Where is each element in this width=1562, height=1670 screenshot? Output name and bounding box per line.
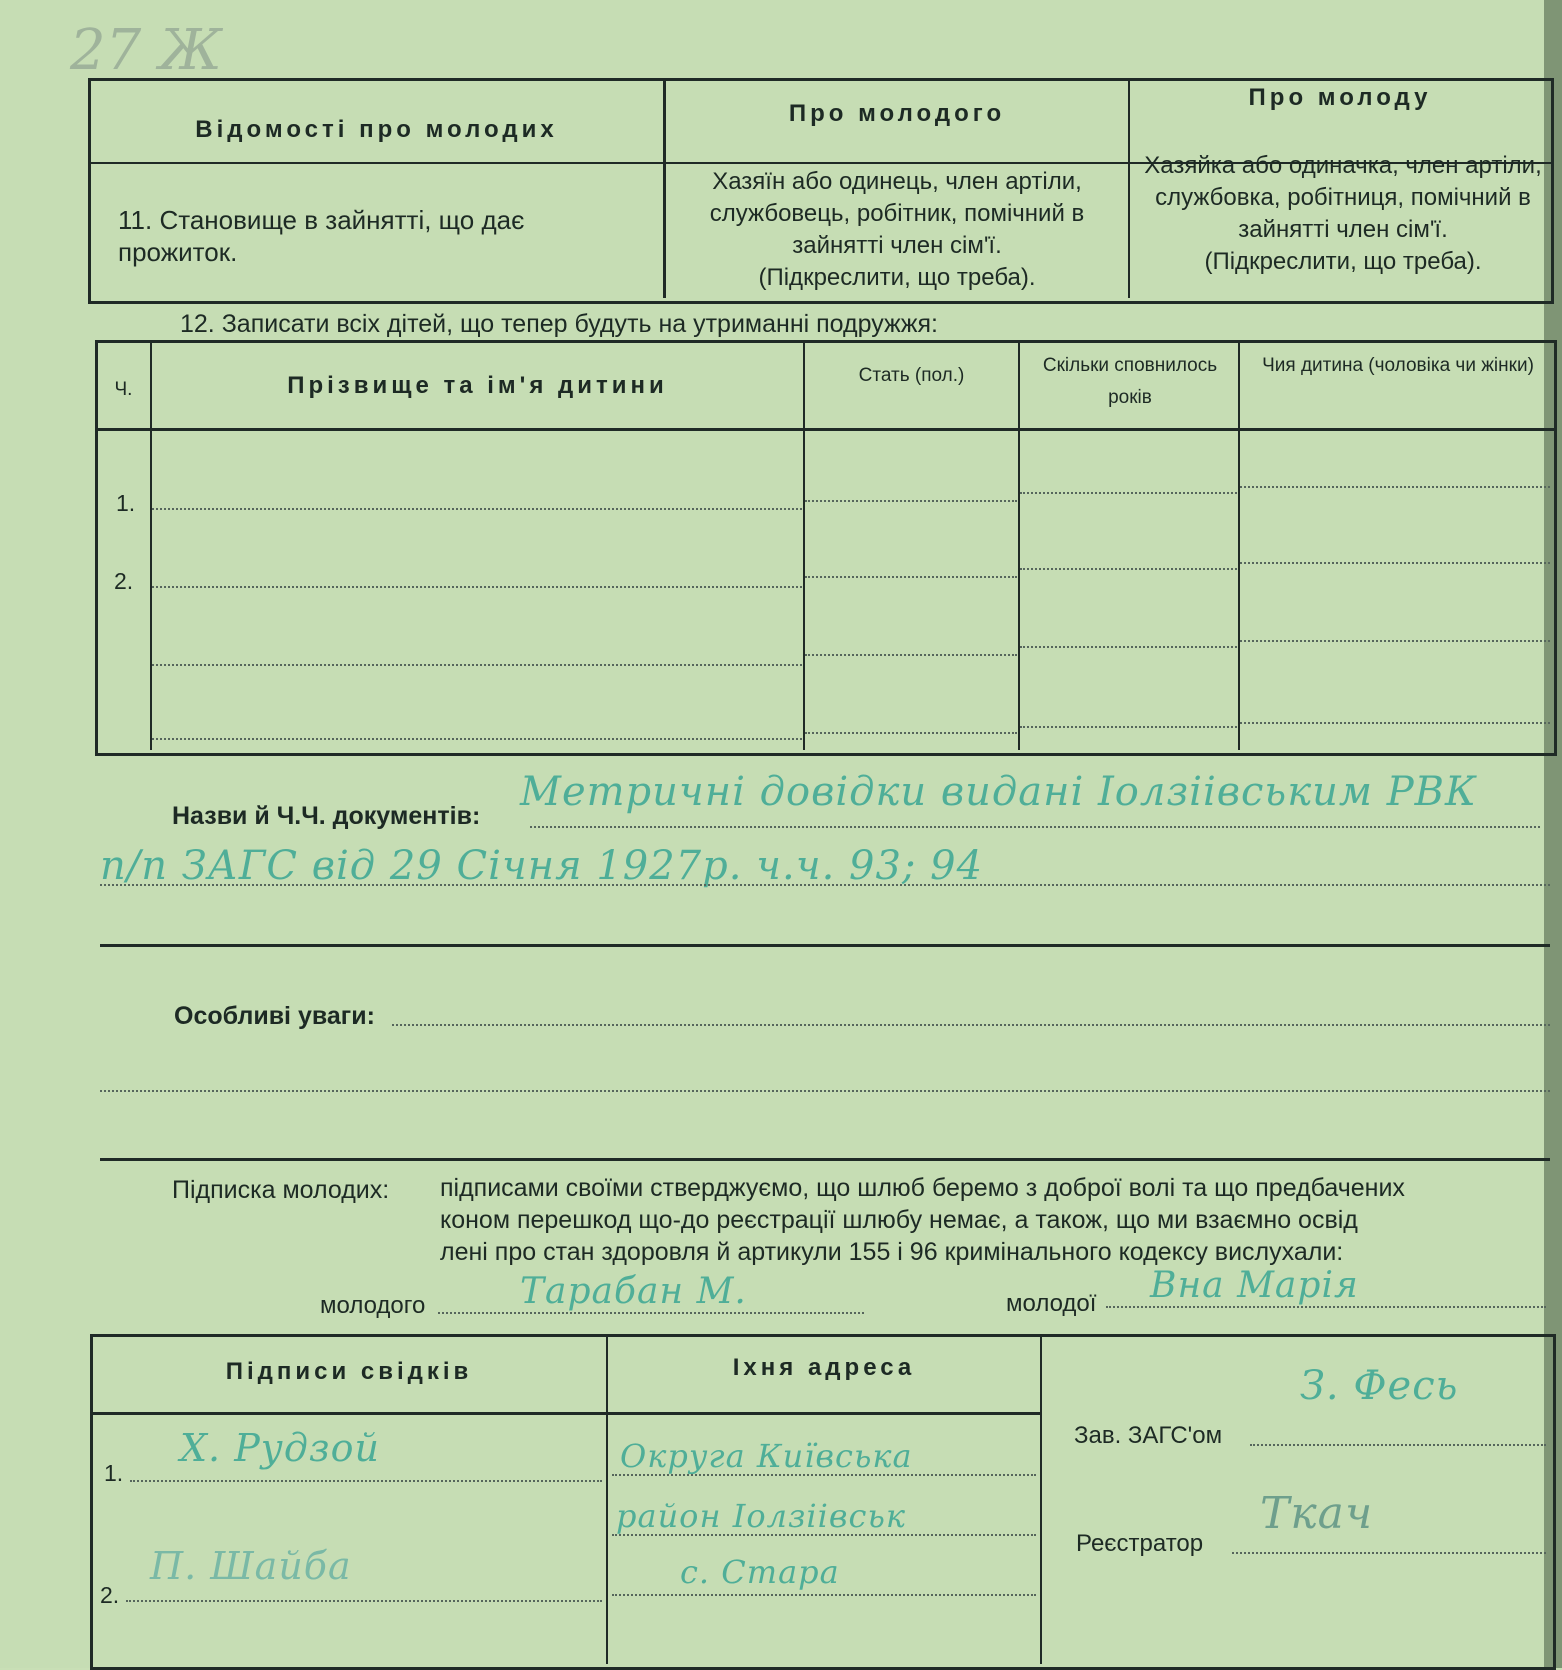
documents-handwriting-2: п/п ЗАГС від 29 Січня 1927р. ч.ч. 93; 94 <box>100 843 984 889</box>
child-line <box>1240 486 1550 488</box>
witness-address-1: Округа Київська <box>620 1437 913 1475</box>
row11-label <box>118 204 638 268</box>
witness-1-number: 1. <box>104 1460 124 1486</box>
documents-line <box>530 826 1540 828</box>
child-row-2-number: 2. <box>114 568 134 594</box>
child-line <box>152 738 802 740</box>
child-line <box>1240 640 1550 642</box>
groom-options: Хазяїн або одинець, член артіли, службовець, робітник, помічний в зайнятті член сім'ї. <box>709 168 1085 259</box>
address-line <box>612 1594 1036 1596</box>
child-line <box>805 500 1017 502</box>
witness-2-signature: П. Шайба <box>150 1544 352 1588</box>
child-line <box>152 586 802 588</box>
col-age: Скільки сповнилось років <box>1042 355 1218 408</box>
divider <box>1018 342 1020 750</box>
child-line <box>805 654 1017 656</box>
child-line <box>1020 646 1237 648</box>
divider <box>100 1158 1550 1161</box>
divider <box>92 1412 1040 1415</box>
witness-line <box>126 1600 602 1602</box>
row11-number: 11. <box>118 205 153 235</box>
child-line <box>1020 568 1237 570</box>
witness-address-3: с. Стара <box>680 1553 840 1591</box>
documents-label: Назви й Ч.Ч. документів: <box>172 802 481 830</box>
declaration-line-2: коном перешкод що-до реєстрації шлюбу немає, а також, що ми взаємно освід <box>440 1206 1358 1234</box>
bride-signature: Вна Марія <box>1150 1265 1359 1306</box>
divider <box>803 342 805 750</box>
col-child-name: Прізвище та ім'я дитини <box>287 372 668 399</box>
address-line <box>612 1534 1036 1536</box>
child-line <box>1240 722 1550 724</box>
child-line <box>805 732 1017 734</box>
row12-title: 12. Записати всіх дітей, що тепер будуть на утриманні подружжя: <box>180 310 938 338</box>
header-about-groom: Про молодого <box>788 100 1006 127</box>
children-table <box>95 340 1557 756</box>
child-line <box>1020 726 1237 728</box>
witness-2-number: 2. <box>100 1582 120 1608</box>
remarks-line <box>392 1024 1550 1026</box>
registrar-signature: Ткач <box>1260 1488 1374 1539</box>
registrar-label: Реєстратор <box>1076 1530 1204 1557</box>
col-sex: Стать (пол.) <box>858 365 965 386</box>
head-signature: З. Фесь <box>1300 1363 1459 1409</box>
divider <box>100 944 1550 947</box>
bride-options: Хазяйка або одиначка, член артіли, службовка, робітниця, помічний в зайнятті член сім'ї. <box>1144 152 1542 243</box>
col-witness-address: Іхня адреса <box>732 1354 916 1381</box>
groom-sign-label: молодого <box>320 1292 426 1319</box>
col-number: Ч. <box>114 379 133 400</box>
row11-text: Становище в зайнятті, що дає прожиток. <box>118 205 525 267</box>
documents-handwriting-1: Метричні довідки видані Іолзіівським РВК <box>520 769 1477 815</box>
groom-signature: Тарабан М. <box>520 1271 747 1312</box>
bride-sign-label: молодої <box>1006 1290 1097 1317</box>
bride-note: (Підкреслити, що треба). <box>1204 248 1482 275</box>
remarks-label: Особливі уваги: <box>174 1002 375 1030</box>
divider <box>150 342 152 750</box>
groom-sign-line <box>438 1312 864 1314</box>
divider <box>606 1336 608 1664</box>
child-line <box>152 508 802 510</box>
row11-groom <box>672 166 1122 294</box>
col-whose-child: Чия дитина (чоловіка чи жінки) <box>1262 355 1534 376</box>
child-row-1-number: 1. <box>116 490 136 516</box>
head-sign-line <box>1250 1444 1546 1446</box>
remarks-line <box>100 1090 1550 1092</box>
documents-line <box>100 884 1550 886</box>
pencil-note: 27 Ж <box>70 18 222 83</box>
registrar-sign-line <box>1232 1552 1546 1554</box>
declaration-line-3: лені про стан здоровля й артикули 155 і 96 кримінального кодексу вислухали: <box>440 1238 1344 1266</box>
divider <box>1238 342 1240 750</box>
divider <box>95 428 1554 431</box>
declaration-line-1: підписами своїми стверджуємо, що шлюб беремо з доброї волі та що предбачених <box>440 1174 1405 1202</box>
child-line <box>805 576 1017 578</box>
row11-bride <box>1138 150 1548 278</box>
child-line <box>1240 562 1550 564</box>
divider <box>1040 1336 1042 1664</box>
child-line <box>152 664 802 666</box>
groom-note: (Підкреслити, що треба). <box>758 264 1036 291</box>
address-line <box>612 1474 1036 1476</box>
col-witness-signatures: Підписи свідків <box>225 1358 473 1385</box>
child-line <box>1020 492 1237 494</box>
header-about-couple: Відомості про молодих <box>195 116 558 143</box>
witness-line <box>130 1480 602 1482</box>
header-about-bride: Про молоду <box>1248 84 1432 111</box>
declaration-label: Підписка молодих: <box>172 1176 390 1204</box>
witness-1-signature: Х. Рудзой <box>180 1426 380 1470</box>
bride-sign-line <box>1106 1306 1546 1308</box>
witness-address-2: район Іолзіівськ <box>616 1497 906 1535</box>
head-label: Зав. ЗАГС'ом <box>1074 1422 1223 1449</box>
